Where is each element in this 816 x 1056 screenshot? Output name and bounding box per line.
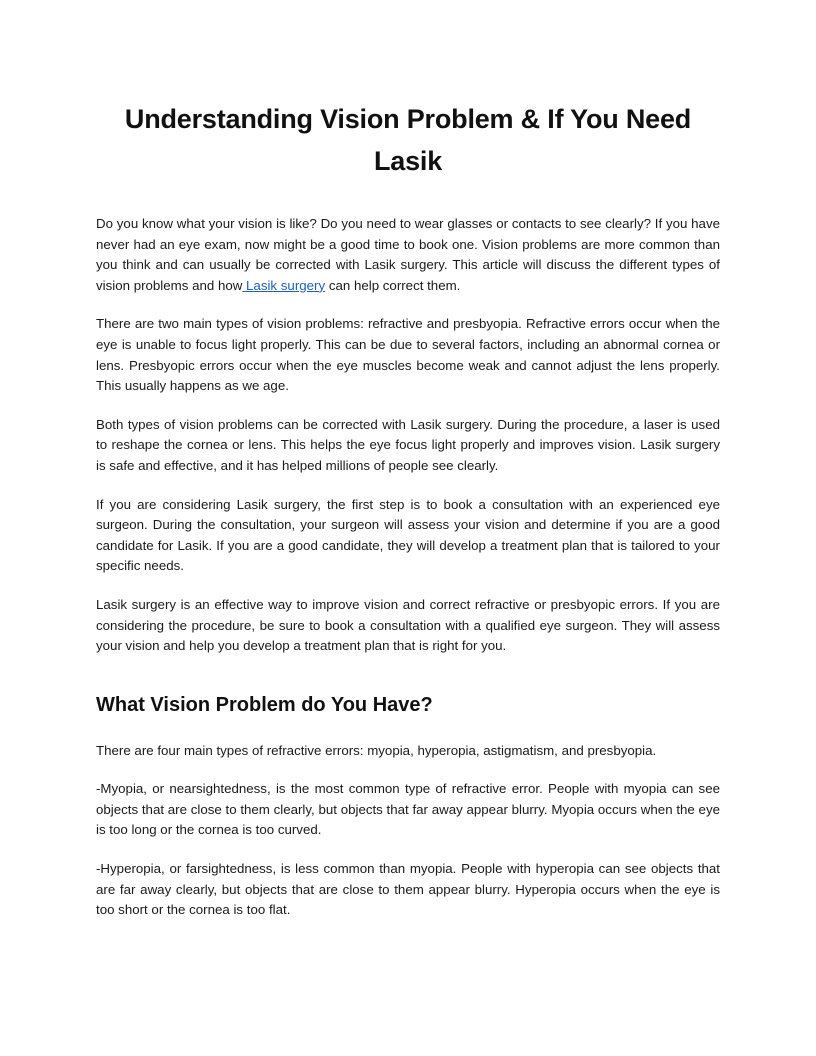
intro-paragraph [96,214,720,296]
body-paragraph: There are two main types of vision problems: refractive and presbyopia. Refractive errors occur when the eye is unable to focus light properly. This can be due to several factors, including an abnormal cornea or lens. Presbyopic errors occur when the eye muscles become weak and cannot adjust the lens properly. This usually happens as we age. [96,316,720,394]
intro-text-before-link: Do you know what your vision is like? Do you need to wear glasses or contacts to see clearly? If you have never had an eye exam, now might be a good time to book one. Vision problems are more common than you think and can usually be corrected with Lasik surgery. This article will discuss the different types of vision problems and how [96,216,720,293]
intro-text-after-link: can help correct them. [325,277,461,293]
section-paragraph: There are four main types of refractive errors: myopia, hyperopia, astigmatism, and presbyopia. [96,742,657,758]
section-heading: What Vision Problem do You Have? [96,693,433,716]
page-title: Understanding Vision Problem & If You Need Lasik [124,104,692,176]
lasik-surgery-link[interactable]: Lasik surgery [242,277,326,293]
hyperopia-paragraph: -Hyperopia, or farsightedness, is less common than myopia. People with hyperopia can see objects that are far away clearly, but objects that are close to them appear blurry. Hyperopia occurs when the eye is too short or the cornea is too flat. [96,861,720,918]
document-page [96,0,720,921]
body-paragraph: Both types of vision problems can be corrected with Lasik surgery. During the procedure, a laser is used to reshape the cornea or lens. This helps the eye focus light properly and improves vision. Lasik surgery is safe and effective, and it has helped millions of people see clearly. [96,416,720,473]
body-paragraph: If you are considering Lasik surgery, the first step is to book a consultation with an experienced eye surgeon. During the consultation, your surgeon will assess your vision and determine if you are a good candidate for Lasik. If you are a good candidate, they will develop a treatment plan that is tailored to your specific needs. [96,496,720,574]
myopia-paragraph: -Myopia, or nearsightedness, is the most common type of refractive error. People with myopia can see objects that are close to them clearly, but objects that far away appear blurry. Myopia occurs when the eye is too long or the cornea is too curved. [96,781,720,838]
body-paragraph: Lasik surgery is an effective way to improve vision and correct refractive or presbyopic errors. If you are considering the procedure, be sure to book a consultation with a qualified eye surgeon. They will assess your vision and help you develop a treatment plan that is right for you. [96,596,720,654]
